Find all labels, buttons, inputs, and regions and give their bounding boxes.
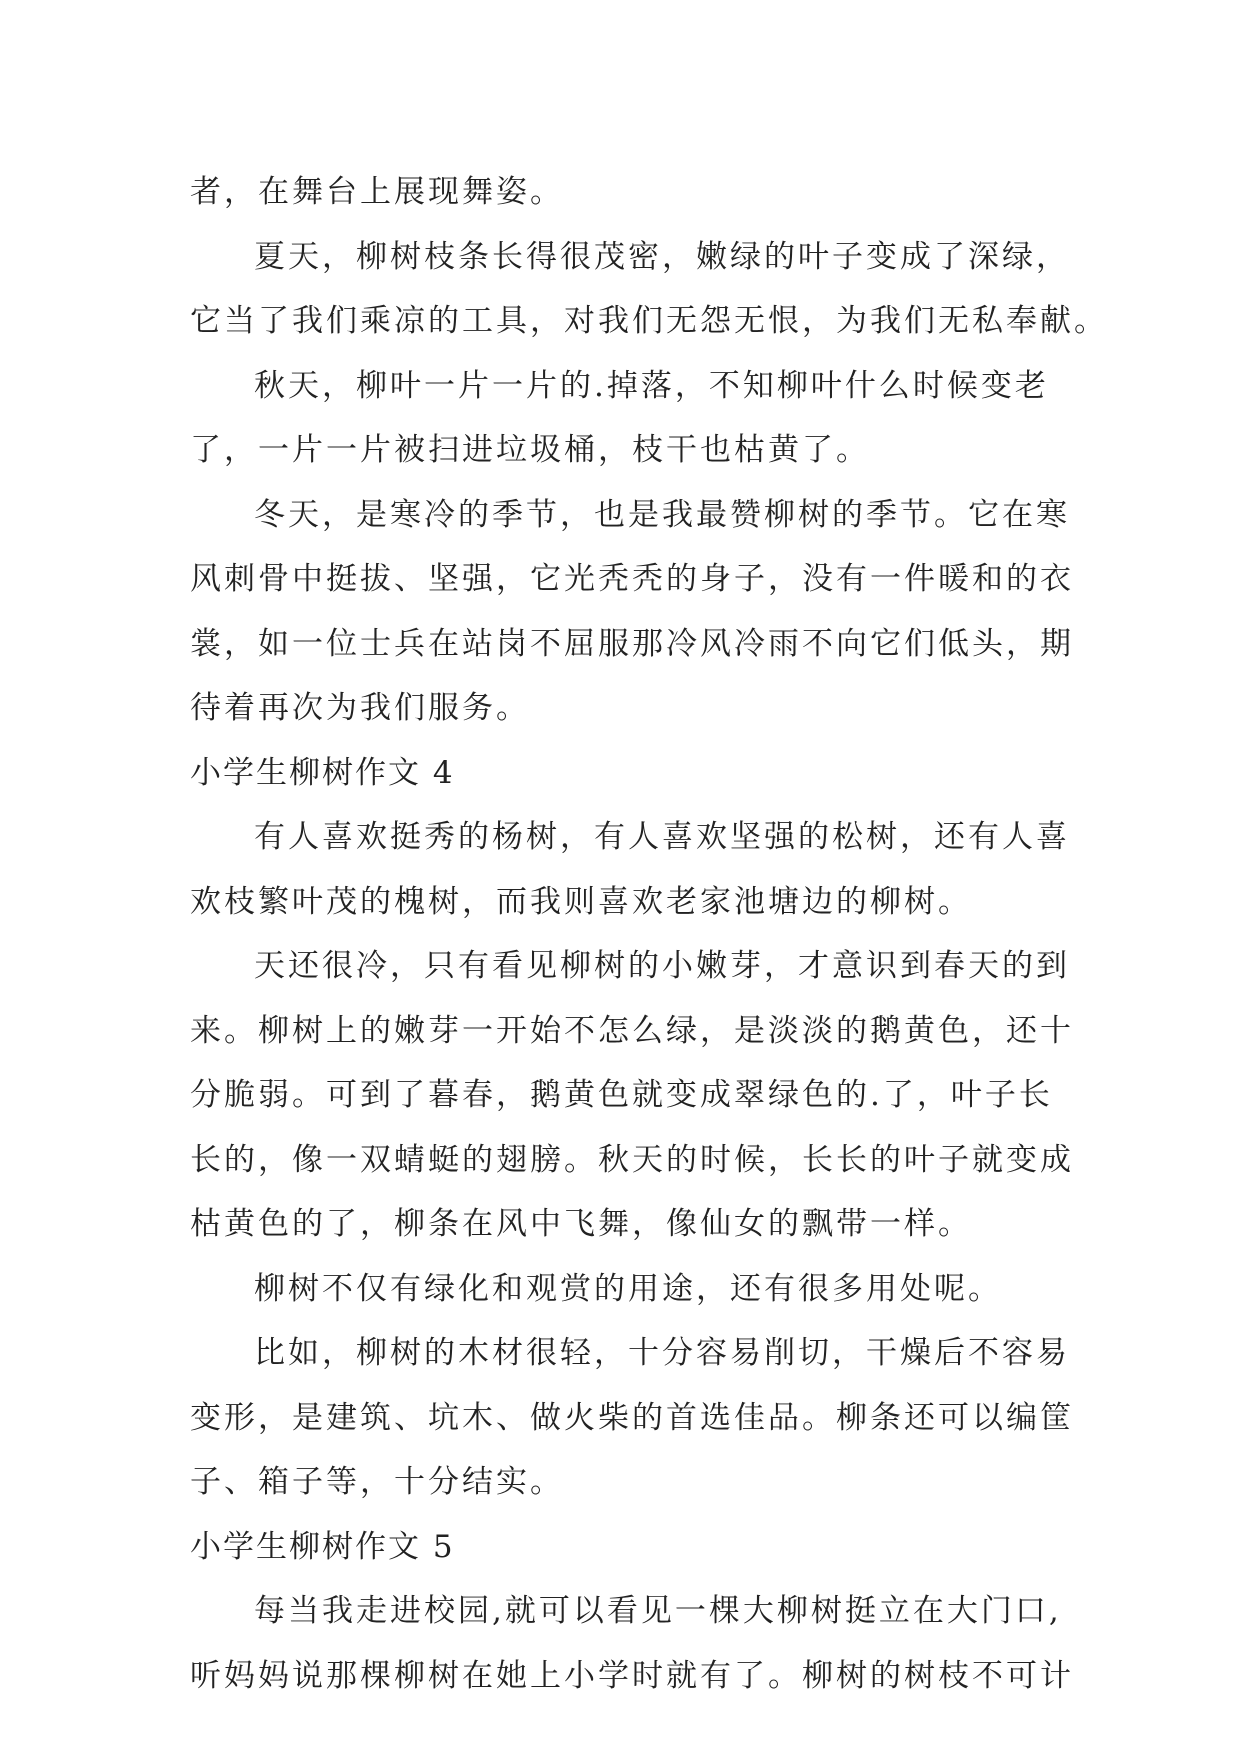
text-line: 长的，像一双蜻蜓的翅膀。秋天的时候，长长的叶子就变成 xyxy=(190,1141,1074,1178)
section-heading-5: 小学生柳树作文 5 xyxy=(190,1528,455,1565)
text-line: 分脆弱。可到了暮春，鹅黄色就变成翠绿色的.了，叶子长 xyxy=(190,1077,1053,1113)
paragraph-spring: 天还很冷，只有看见柳树的小嫩芽，才意识到春天的到 xyxy=(254,948,1070,984)
text-line: 听妈妈说那棵柳树在她上小学时就有了。柳树的树枝不可计 xyxy=(190,1657,1074,1694)
text-line: 了，一片一片被扫进垃圾桶，枝干也枯黄了。 xyxy=(190,432,870,468)
text-line: 待着再次为我们服务。 xyxy=(190,690,530,726)
section-heading-4: 小学生柳树作文 4 xyxy=(190,754,455,791)
text-line: 子、箱子等，十分结实。 xyxy=(190,1464,564,1500)
paragraph-summer: 夏天，柳树枝条长得很茂密，嫩绿的叶子变成了深绿， xyxy=(254,238,1070,275)
text-line: 欢枝繁叶茂的槐树，而我则喜欢老家池塘边的柳树。 xyxy=(190,883,972,920)
text-line: 变形，是建筑、坑木、做火柴的首选佳品。柳条还可以编筐 xyxy=(190,1399,1074,1436)
paragraph-autumn: 秋天，柳叶一片一片的.掉落，不知柳叶什么时候变老 xyxy=(254,367,1049,404)
document-body xyxy=(190,160,1108,1708)
text-line: 裳，如一位士兵在站岗不屈服那冷风冷雨不向它们低头，期 xyxy=(190,625,1074,662)
text-line: 风刺骨中挺拔、坚强，它光秃秃的身子，没有一件暖和的衣 xyxy=(190,561,1074,597)
text-line: 它当了我们乘凉的工具，对我们无怨无恨，为我们无私奉献。 xyxy=(190,303,1108,339)
paragraph-campus: 每当我走进校园,就可以看见一棵大柳树挺立在大门口, xyxy=(254,1593,1062,1629)
paragraph-example: 比如，柳树的木材很轻，十分容易削切，干燥后不容易 xyxy=(254,1335,1070,1371)
paragraph-intro: 有人喜欢挺秀的杨树，有人喜欢坚强的松树，还有人喜 xyxy=(254,819,1070,855)
paragraph-uses: 柳树不仅有绿化和观赏的用途，还有很多用处呢。 xyxy=(254,1270,1002,1307)
text-line: 来。柳树上的嫩芽一开始不怎么绿，是淡淡的鹅黄色，还十 xyxy=(190,1012,1074,1049)
text-line: 者，在舞台上展现舞姿。 xyxy=(190,174,564,210)
paragraph-winter: 冬天，是寒冷的季节，也是我最赞柳树的季节。它在寒 xyxy=(254,496,1070,533)
text-line: 枯黄色的了，柳条在风中飞舞，像仙女的飘带一样。 xyxy=(190,1206,972,1242)
